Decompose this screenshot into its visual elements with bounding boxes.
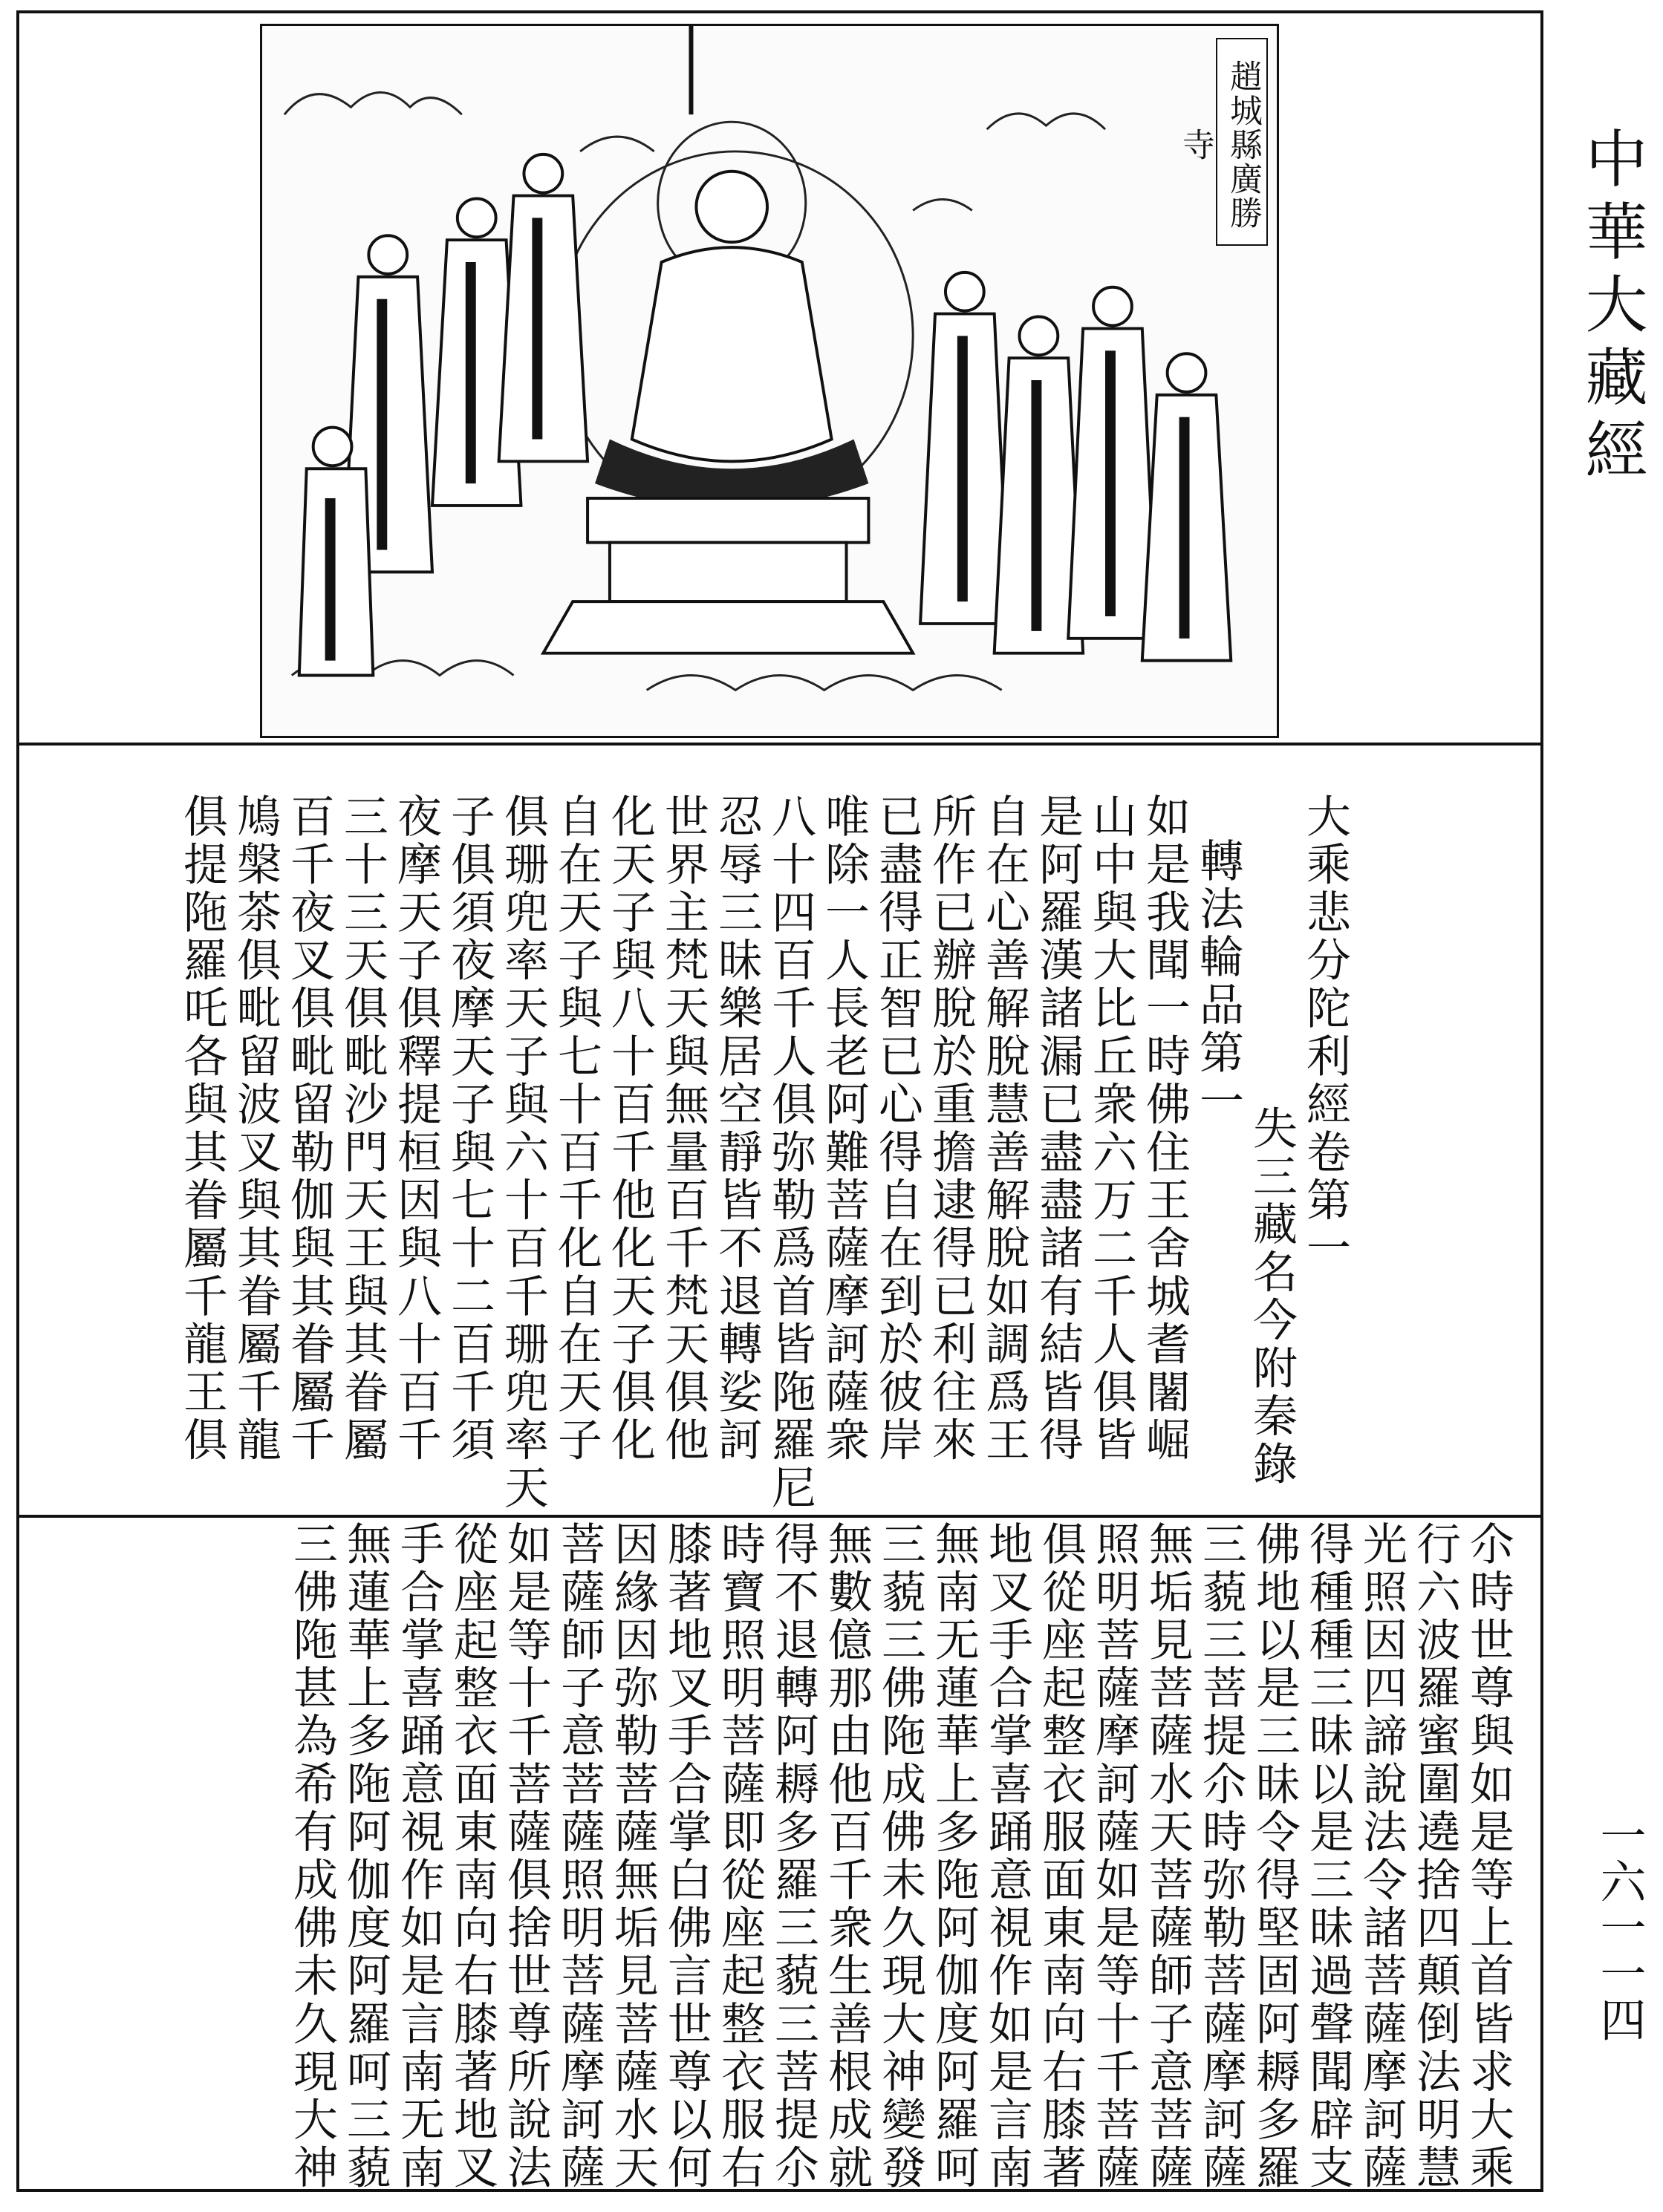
text-column: 得不退轉阿耨多羅三藐三菩提尒 [767,1521,819,2193]
text-column: 尒時世尊與如是等上首皆求大乘 [1462,1521,1514,2193]
text-column: 山中與大比丘衆六万二千人俱皆 [1085,793,1137,1465]
text-column: 得種種三昧以是三昧過聲聞辟支 [1302,1521,1354,2193]
text-column: 時寶照明菩薩即從座起整衣服右 [714,1521,766,2193]
divider-middle [16,1515,1543,1518]
text-column: 子俱須夜摩天子與七十二百千須 [443,793,495,1465]
text-column: 所作已辦脫於重擔逮得已利往來 [925,793,977,1465]
temple-caption: 趙城縣廣勝寺 [1216,38,1268,246]
chapter-title: 轉法輪品第一 [1192,838,1244,1126]
buddha-assembly-illustration [262,26,1277,736]
text-column: 無數億那由他百千衆生善根成就 [821,1521,873,2193]
text-column: 是阿羅漢諸漏已盡盡諸有結皆得 [1032,793,1084,1465]
text-column: 行六波羅蜜圍遶捨四顛倒法明慧 [1409,1521,1461,2193]
text-column: 忍辱三昧樂居空靜皆不退轉娑訶 [711,793,763,1465]
text-column: 地叉手合掌喜踊意視作如是言南 [981,1521,1033,2193]
text-column: 照明菩薩摩訶薩如是等十千菩薩 [1088,1521,1140,2193]
text-column: 自在天子與七十百千化自在天子 [550,793,602,1465]
sutra-title: 大乘悲分陀利經卷第一 [1299,793,1351,1273]
text-column: 唯除一人長老阿難菩薩摩訶薩衆 [818,793,870,1465]
text-column: 如是等十千菩薩俱捨世尊所說法 [500,1521,552,2193]
text-column: 百千夜叉俱毗留勒伽與其眷屬千 [283,793,335,1465]
divider-top [16,743,1543,746]
text-column: 從座起整衣面東南向右膝著地叉 [446,1521,498,2193]
illustration-panel [260,24,1279,738]
text-column: 化天子與八十百千他化天子俱化 [604,793,656,1465]
text-column: 如是我聞一時佛住王舍城耆闍崛 [1139,793,1191,1465]
text-panel-2 [103,1521,1514,2193]
text-column: 俱從座起整衣服面東南向右膝著 [1035,1521,1087,2193]
text-column: 已盡得正智已心得自在到於彼岸 [871,793,923,1465]
text-column: 無蓮華上多陁阿伽度阿羅呵三藐 [339,1521,391,2193]
text-column: 八十四百千人俱弥勒爲首皆陁羅尼 [764,793,816,1513]
text-column: 無南无蓮華上多陁阿伽度阿羅呵 [928,1521,980,2193]
text-column: 三十三天俱毗沙門天王與其眷屬 [336,793,388,1465]
page-number: 一六一一四 [1592,1812,1647,2042]
text-column: 世界主梵天與無量百千梵天俱他 [657,793,709,1465]
text-panel-1 [176,793,1351,1513]
text-column: 光照因四諦說法令諸菩薩摩訶薩 [1356,1521,1407,2193]
text-column: 俱珊兜率天子與六十百千珊兜率天 [497,793,549,1513]
text-column: 菩薩師子意菩薩照明菩薩摩訶薩 [553,1521,605,2193]
text-column: 手合掌喜踊意視作如是言南无南 [393,1521,445,2193]
text-column: 俱提陁羅吒各與其眷屬千龍王俱 [176,793,228,1465]
text-column: 無垢見菩薩水天菩薩師子意菩薩 [1142,1521,1194,2193]
text-column: 膝著地叉手合掌白佛言世尊以何 [660,1521,712,2193]
text-column: 佛地以是三昧令得堅固阿耨多羅 [1249,1521,1301,2193]
translator-note: 失三藏名今附秦錄 [1246,1105,1298,1489]
side-title: 中華大藏經 [1575,126,1648,490]
text-column: 三藐三菩提尒時弥勒菩薩摩訶薩 [1195,1521,1247,2193]
text-column: 三佛陁甚為希有成佛未久現大神 [286,1521,338,2193]
text-column: 夜摩天子俱釋提桓因與八十百千 [390,793,442,1465]
text-column: 鳩槃茶俱毗留波叉與其眷屬千龍 [230,793,281,1465]
text-column: 因緣因弥勒菩薩無垢見菩薩水天 [607,1521,659,2193]
text-column: 自在心善解脫慧善解脫如調爲王 [978,793,1030,1465]
text-column: 三藐三佛陁成佛未久現大神變發 [874,1521,926,2193]
